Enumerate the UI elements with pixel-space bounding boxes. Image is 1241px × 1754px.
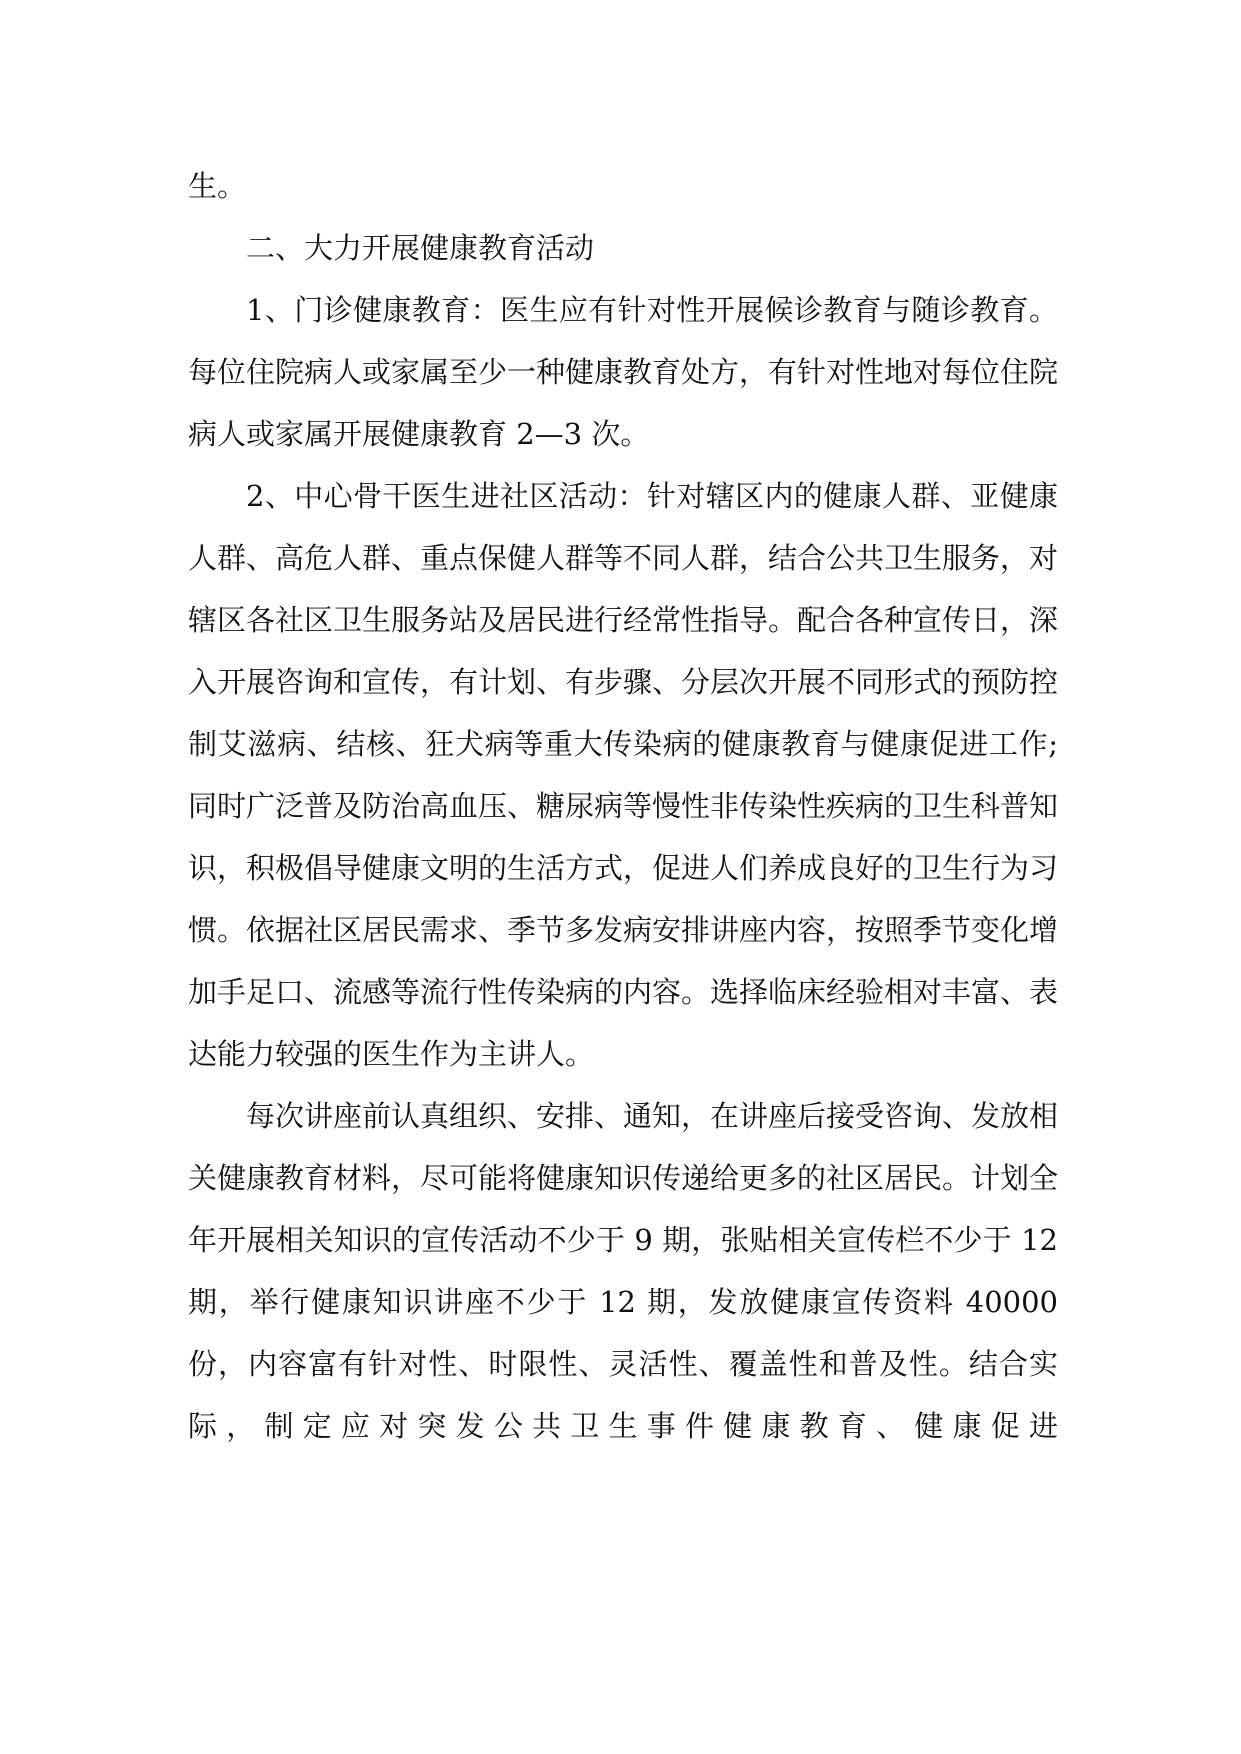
section-heading: 二、大力开展健康教育活动: [246, 231, 595, 265]
paragraph-lecture-plan: 每次讲座前认真组织、安排、通知，在讲座后接受咨询、发放相关健康教育材料，尽可能将健康知识传递给更多的社区居民。计划全年开展相关知识的宣传活动不少于 9 期，张贴相关宣传栏不少于 12 期，举行健康知识讲座不少于 12 期，发放健康宣传资料 40000 份，内容富有针对性、时限性、灵活性、覆盖性和普及性。结合实际，制定应对突发公共卫生事件健康教育、健康促进: [188, 1099, 1059, 1443]
paragraph-community-activities: 2、中心骨干医生进社区活动：针对辖区内的健康人群、亚健康人群、高危人群、重点保健人群等不同人群，结合公共卫生服务，对辖区各社区卫生服务站及居民进行经常性指导。配合各种宣传日，深入开展咨询和宣传，有计划、有步骤、分层次开展不同形式的预防控制艾滋病、结核、狂犬病等重大传染病的健康教育与健康促进工作;同时广泛普及防治高血压、糖尿病等慢性非传染性疾病的卫生科普知识，积极倡导健康文明的生活方式，促进人们养成良好的卫生行为习惯。依据社区居民需求、季节多发病安排讲座内容，按照季节变化增加手足口、流感等流行性传染病的内容。选择临床经验相对丰富、表达能力较强的医生作为主讲人。: [188, 479, 1059, 1071]
document-body: [188, 155, 1058, 1457]
paragraph-continuation: 生。: [188, 169, 247, 203]
paragraph-outpatient-education: 1、门诊健康教育：医生应有针对性开展候诊教育与随诊教育。每位住院病人或家属至少一种健康教育处方，有针对性地对每位住院病人或家属开展健康教育 2—3 次。: [188, 293, 1059, 451]
